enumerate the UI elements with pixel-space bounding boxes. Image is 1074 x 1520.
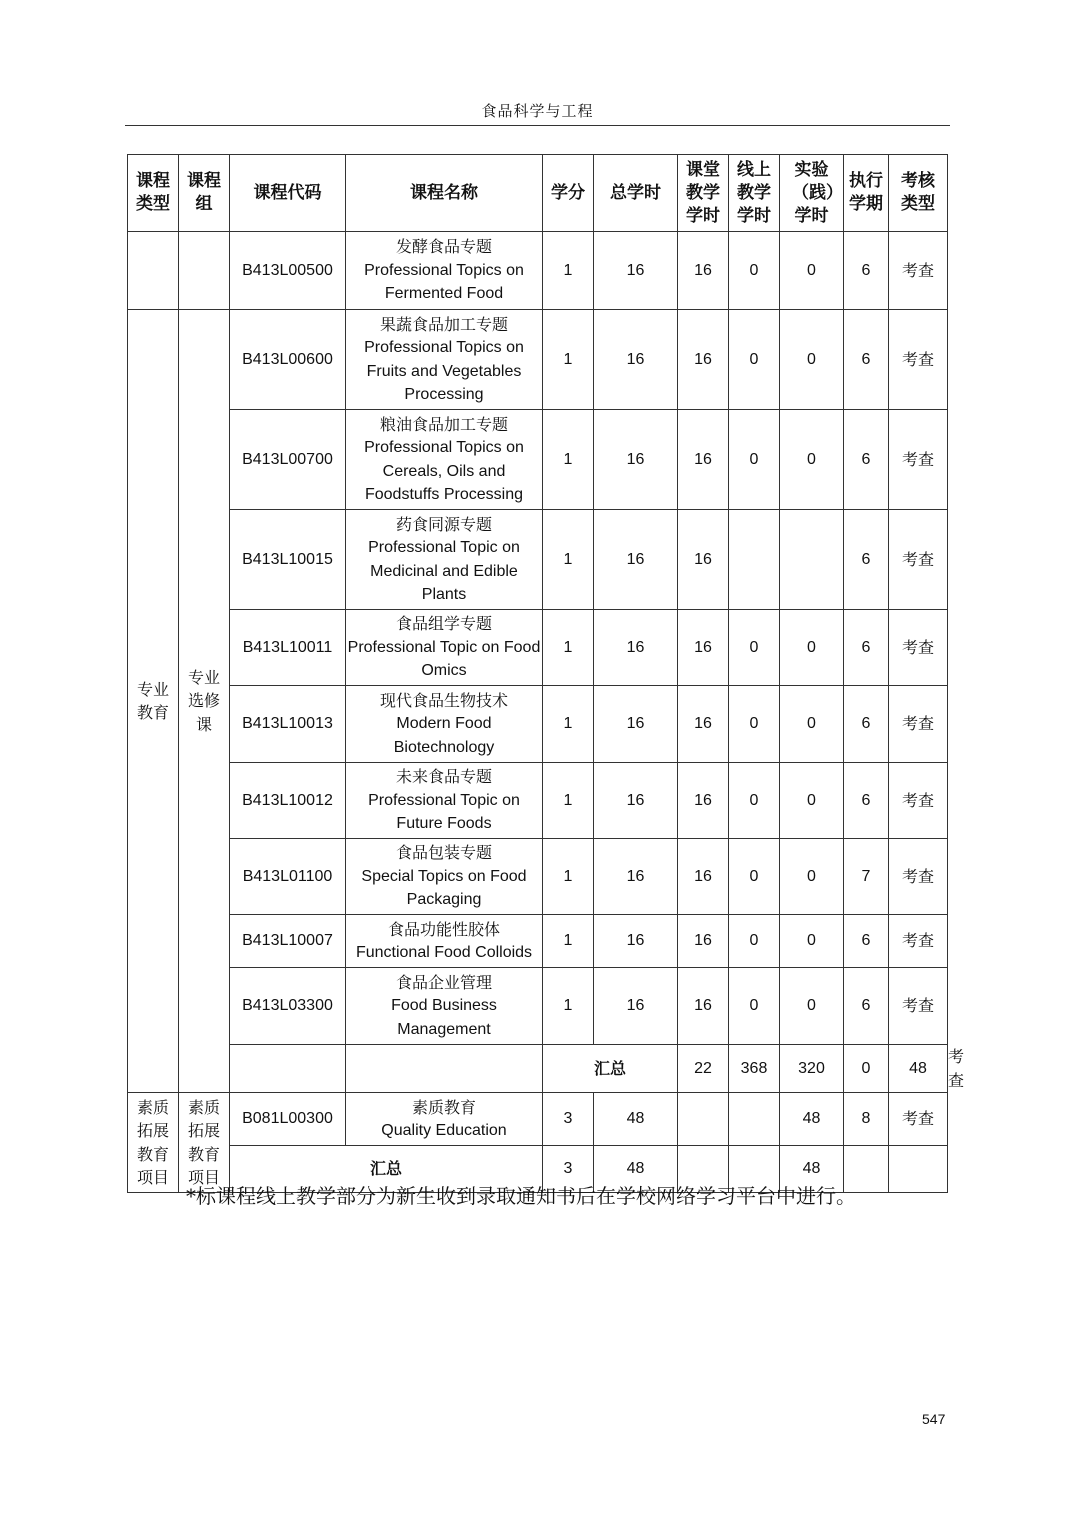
table-row — [128, 610, 948, 686]
total-hours: 16 — [594, 410, 678, 510]
lab-hours: 48 — [780, 1093, 844, 1146]
table-row — [128, 232, 948, 310]
credits: 1 — [543, 915, 594, 968]
curriculum-table — [127, 154, 965, 1193]
course-name — [346, 232, 543, 310]
assessment: 考查 — [889, 839, 948, 915]
credits: 1 — [543, 763, 594, 839]
page-header: 食品科学与工程 — [481, 102, 594, 120]
course-code: B413L10012 — [230, 763, 346, 839]
course-name — [346, 410, 543, 510]
header-assessment: 考核类型 — [889, 155, 948, 232]
class-hours: 16 — [678, 763, 729, 839]
course-name-cn: 未来食品专题 — [395, 767, 492, 787]
course-name-en: Modern Food Biotechnology — [393, 715, 495, 756]
course-name-cn: 食品功能性胶体 — [387, 919, 500, 939]
online-hours: 0 — [729, 839, 780, 915]
class-hours: 16 — [678, 610, 729, 686]
course-code: B413L10011 — [230, 610, 346, 686]
credits: 1 — [543, 410, 594, 510]
course-name-en: Professional Topics on Fermented Food — [364, 261, 524, 303]
page-number: 547 — [922, 1411, 946, 1427]
table-row — [128, 410, 948, 510]
table-row — [128, 1093, 948, 1146]
total-hours: 16 — [594, 510, 678, 610]
lab-hours: 0 — [780, 310, 844, 410]
course-name-cn: 药食同源专题 — [395, 514, 492, 534]
lab-hours: 0 — [780, 410, 844, 510]
credits: 1 — [543, 686, 594, 763]
semester: 6 — [844, 763, 889, 839]
course-code: B413L00500 — [230, 232, 346, 310]
total-credits: 22 — [678, 1045, 729, 1093]
course-name-cn: 素质教育 — [411, 1097, 476, 1117]
total-label: 汇总 — [230, 1146, 543, 1193]
header-semester: 执行学期 — [844, 155, 889, 232]
course-type-cell: 素质拓展教育项目 — [128, 1093, 179, 1193]
course-name-cn: 食品包装专题 — [395, 843, 492, 863]
course-code: B413L01100 — [230, 839, 346, 915]
assessment: 考查 — [889, 510, 948, 610]
class-hours — [678, 1093, 729, 1146]
table-row — [128, 763, 948, 839]
total-hours: 16 — [594, 839, 678, 915]
header-total-hours: 总学时 — [594, 155, 678, 232]
empty-group-cell — [179, 232, 230, 310]
assessment: 考查 — [889, 763, 948, 839]
course-name-cn: 发酵食品专题 — [395, 237, 492, 257]
course-name-en: Food Business Management — [391, 997, 497, 1038]
course-name-en: Professional Topic on Medicinal and Edible Plants — [368, 539, 520, 603]
total-row: 汇总 22 368 320 0 48 考查 — [128, 1045, 948, 1093]
class-hours: 16 — [678, 839, 729, 915]
header-lab-hours: 实验（践）学时 — [780, 155, 844, 232]
course-name — [346, 1093, 543, 1146]
online-hours — [729, 1093, 780, 1146]
credits: 1 — [543, 968, 594, 1045]
course-name — [346, 310, 543, 410]
class-hours: 16 — [678, 410, 729, 510]
header-rule — [125, 125, 950, 126]
course-name-cn: 食品企业管理 — [395, 972, 492, 992]
credits: 3 — [543, 1093, 594, 1146]
lab-hours: 0 — [780, 763, 844, 839]
assessment: 考查 — [889, 610, 948, 686]
online-hours: 0 — [729, 968, 780, 1045]
semester: 6 — [844, 686, 889, 763]
total-hours: 16 — [594, 686, 678, 763]
class-hours: 16 — [678, 232, 729, 310]
online-hours: 0 — [729, 610, 780, 686]
course-name-en: Functional Food Colloids — [355, 944, 533, 961]
assessment: 考查 — [889, 1093, 948, 1146]
empty-group-cell — [346, 1045, 543, 1093]
online-hours: 0 — [729, 915, 780, 968]
header-course-group: 课程组 — [179, 155, 230, 232]
course-group-cell: 素质拓展教育项目 — [179, 1093, 230, 1193]
online-hours: 0 — [729, 763, 780, 839]
semester: 6 — [844, 968, 889, 1045]
header-credits: 学分 — [543, 155, 594, 232]
credits: 1 — [543, 232, 594, 310]
table-row — [128, 915, 948, 968]
lab-hours: 0 — [780, 915, 844, 968]
class-hours: 16 — [678, 510, 729, 610]
total-total-hours: 48 — [594, 1146, 678, 1193]
total-lab-hours: 48 — [889, 1045, 948, 1093]
course-name — [346, 510, 543, 610]
credits: 1 — [543, 610, 594, 686]
total-credits: 3 — [543, 1146, 594, 1193]
table-row — [128, 310, 948, 410]
course-name-cn: 现代食品生物技术 — [379, 690, 508, 710]
online-hours: 0 — [729, 310, 780, 410]
course-name-en: Professional Topic on Food Omics — [347, 638, 541, 680]
course-name — [346, 610, 543, 686]
course-name — [346, 915, 543, 968]
credits: 1 — [543, 839, 594, 915]
course-code: B413L10007 — [230, 915, 346, 968]
online-hours — [729, 510, 780, 610]
assessment: 考查 — [889, 410, 948, 510]
course-code: B413L10015 — [230, 510, 346, 610]
credits: 1 — [543, 510, 594, 610]
total-hours: 16 — [594, 310, 678, 410]
class-hours: 16 — [678, 915, 729, 968]
total-hours: 48 — [594, 1093, 678, 1146]
lab-hours: 0 — [780, 968, 844, 1045]
total-hours: 16 — [594, 915, 678, 968]
online-hours: 0 — [729, 410, 780, 510]
course-name-en: Quality Education — [381, 1122, 507, 1139]
assessment: 考查 — [889, 968, 948, 1045]
total-label: 汇总 — [543, 1045, 678, 1093]
lab-hours: 0 — [780, 232, 844, 310]
online-hours: 0 — [729, 232, 780, 310]
semester: 6 — [844, 410, 889, 510]
course-group-cell: 专业选修课 — [179, 310, 230, 1093]
semester: 8 — [844, 1093, 889, 1146]
semester: 6 — [844, 232, 889, 310]
semester: 6 — [844, 510, 889, 610]
course-code: B081L00300 — [230, 1093, 346, 1146]
total-lab-hours: 48 — [780, 1146, 844, 1193]
total-class-hours: 320 — [780, 1045, 844, 1093]
header-code: 课程代码 — [230, 155, 346, 232]
assessment: 考查 — [889, 915, 948, 968]
total-assessment — [889, 1146, 948, 1193]
empty-type-cell — [128, 232, 179, 310]
total-hours: 16 — [594, 232, 678, 310]
table-row — [128, 839, 948, 915]
course-name — [346, 839, 543, 915]
lab-hours: 0 — [780, 610, 844, 686]
course-name-en: Professional Topics on Fruits and Vegetables Processing — [364, 339, 524, 403]
lab-hours: 0 — [780, 686, 844, 763]
header-course-type: 课程类型 — [128, 155, 179, 232]
course-name-cn: 粮油食品加工专题 — [379, 414, 508, 434]
course-name — [346, 968, 543, 1045]
semester: 6 — [844, 310, 889, 410]
header-online-hours: 线上教学学时 — [729, 155, 780, 232]
empty-type-cell — [230, 1045, 346, 1093]
table-row — [128, 686, 948, 763]
assessment: 考查 — [889, 232, 948, 310]
credits: 1 — [543, 310, 594, 410]
class-hours: 16 — [678, 686, 729, 763]
semester: 6 — [844, 915, 889, 968]
course-name-cn: 食品组学专题 — [395, 614, 492, 634]
course-name-en: Professional Topics on Cereals, Oils and Foodstuffs Processing — [364, 439, 524, 503]
semester: 6 — [844, 610, 889, 686]
total-online-hours: 0 — [844, 1045, 889, 1093]
table-row — [128, 510, 948, 610]
semester: 7 — [844, 839, 889, 915]
course-name-en: Professional Topic on Future Foods — [368, 791, 520, 833]
course-code: B413L00600 — [230, 310, 346, 410]
class-hours: 16 — [678, 968, 729, 1045]
table-row — [128, 968, 948, 1045]
total-hours: 16 — [594, 610, 678, 686]
lab-hours: 0 — [780, 839, 844, 915]
total-hours: 16 — [594, 968, 678, 1045]
class-hours: 16 — [678, 310, 729, 410]
header-row — [128, 155, 948, 232]
course-code: B413L10013 — [230, 686, 346, 763]
online-hours: 0 — [729, 686, 780, 763]
total-total-hours: 368 — [729, 1045, 780, 1093]
header-name: 课程名称 — [346, 155, 543, 232]
assessment: 考查 — [889, 686, 948, 763]
lab-hours — [780, 510, 844, 610]
header-class-hours: 课堂教学学时 — [678, 155, 729, 232]
course-type-cell: 专业教育 — [128, 310, 179, 1093]
course-code: B413L00700 — [230, 410, 346, 510]
course-name-en: Special Topics on Food Packaging — [361, 867, 527, 909]
assessment: 考查 — [889, 310, 948, 410]
course-name — [346, 686, 543, 763]
course-name — [346, 763, 543, 839]
total-hours: 16 — [594, 763, 678, 839]
course-code: B413L03300 — [230, 968, 346, 1045]
course-name-cn: 果蔬食品加工专题 — [379, 314, 508, 334]
footnote: *标课程线上教学部分为新生收到录取通知书后在学校网络学习平台中进行。 — [186, 1184, 856, 1208]
